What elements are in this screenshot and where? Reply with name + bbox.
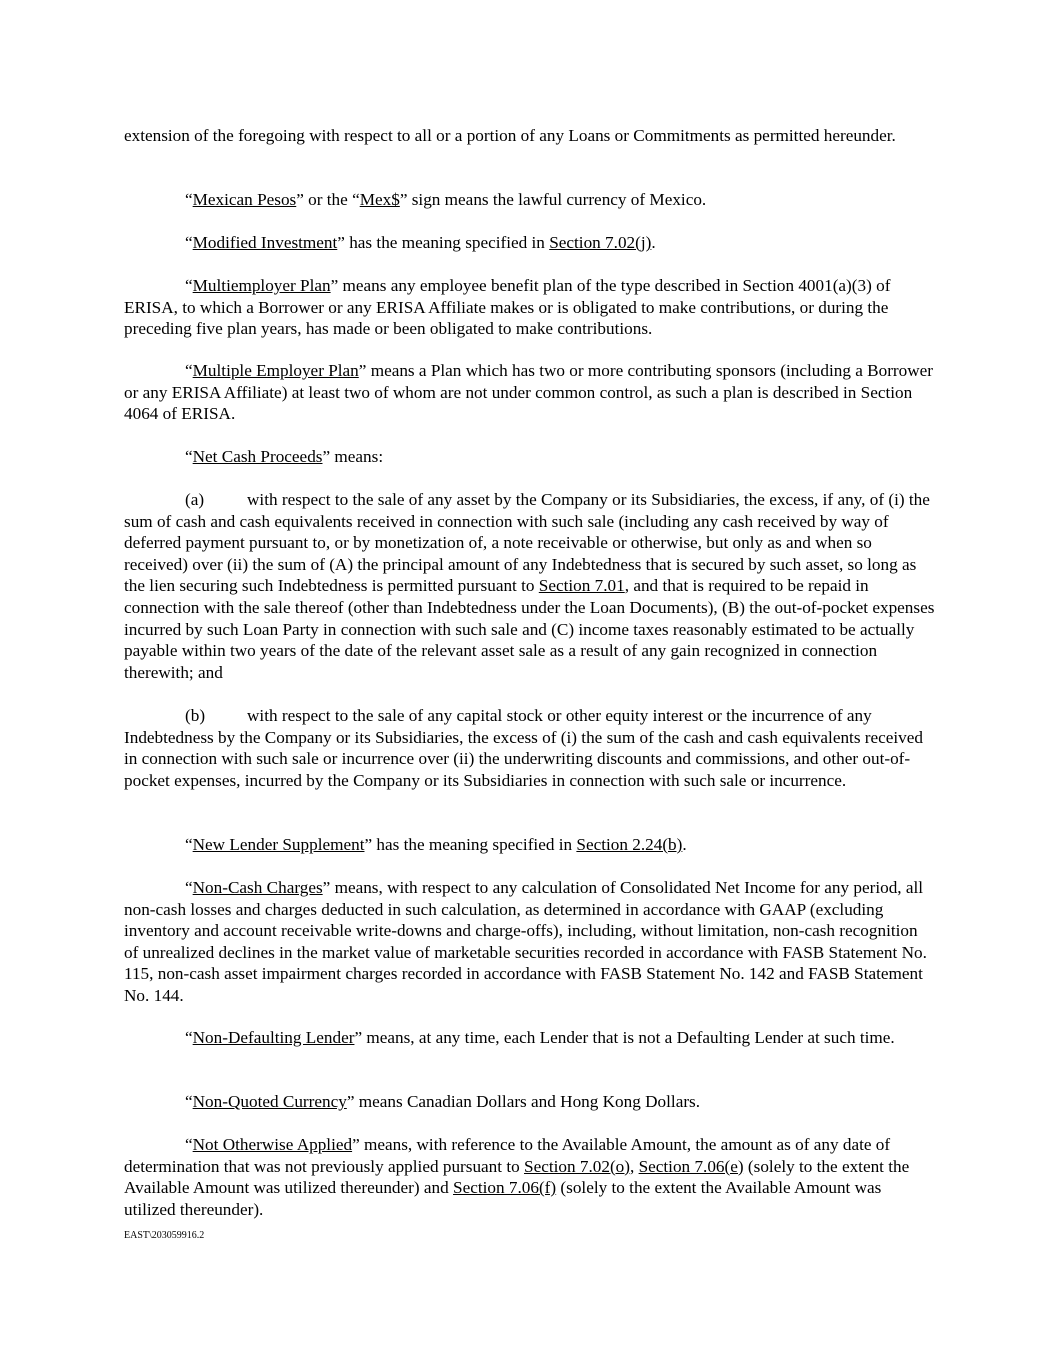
definition-non-quoted-currency: “Non-Quoted Currency” means Canadian Dollars and Hong Kong Dollars. [185,1092,701,1111]
definition-mexican-pesos: “Mexican Pesos” or the “Mex$” sign means the lawful currency of Mexico. [185,190,707,209]
defined-term: Multiple Employer Plan [192,361,359,380]
section-reference: Section 7.06(f) [453,1178,557,1198]
defined-term: Multiemployer Plan [192,276,331,295]
clause-label: (b) [185,706,206,725]
clause-b: (b) with respect to the sale of any capital stock or other equity interest or the incurrence of any Indebtedness by the Company or its Subsidiaries, the excess of (i) the sum of the cash and cash equivalents received in connection with such sale or incurrence over (ii) the underwriting discounts and commissions, and other out-of-pocket expenses, incurred by the Company or its Subsidiaries in connection with such sale or incurrence. [124,706,924,790]
section-reference: Section 7.01 [538,576,625,596]
defined-term: Non-Cash Charges [192,878,323,897]
definition-new-lender-supplement: “New Lender Supplement” has the meaning specified in Section 2.24(b). [185,835,687,854]
section-reference: Section 7.02(o) [524,1156,630,1176]
defined-term: New Lender Supplement [192,835,365,854]
defined-term: Non-Defaulting Lender [192,1028,355,1047]
definition-modified-investment: “Modified Investment” has the meaning specified in Section 7.02(j). [185,233,656,252]
section-reference: Section 7.02(j) [549,233,652,252]
defined-term: Mexican Pesos [192,190,297,209]
clause-label: (a) [185,490,205,509]
definition-non-cash-charges: “Non-Cash Charges” means, with respect to any calculation of Consolidated Net Income for any period, all non-cash losses and charges deducted in such calculation, as determined in accordance with GAAP (excluding inventory and account receivable write-downs and charge-offs), including, without limitation, non-cash recognition of unrealized declines in the market value of marketable securities recorded in accordance with FASB Statement No. 115, non-cash asset impairment charges recorded in accordance with FASB Statement No. 142 and FASB Statement No. 144. [124,878,927,1005]
defined-term: Mex$ [359,190,400,209]
clause-a: (a) with respect to the sale of any asset by the Company or its Subsidiaries, the excess, if any, of (i) the sum of cash and cash equivalents received in connection with such sale (including any cash received by way of deferred payment pursuant to, or by monetization of, a note receivable or otherwise, but only as and when so received) over (ii) the sum of (A) the principal amount of any Indebtedness that is secured by such asset, so long as the lien securing such Indebtedness is permitted pursuant to Section 7.01, and that is required to be repaid in connection with the sale thereof (other than Indebtedness under the Loan Documents), (B) the out-of-pocket expenses incurred by such Loan Party in connection with such sale and (C) income taxes reasonably estimated to be actually payable within two years of the date of the relevant asset sale as a result of any gain recognized in connection therewith; and [124,490,935,682]
definition-non-defaulting-lender: “Non-Defaulting Lender” means, at any time, each Lender that is not a Defaulting Lender at such time. [185,1028,895,1047]
definition-multiple-employer-plan: “Multiple Employer Plan” means a Plan which has two or more contributing sponsors (including a Borrower or any ERISA Affiliate) at least two of whom are not under common control, as such a plan is described in Section 4064 of ERISA. [124,361,934,424]
section-reference: Section 7.06(e) [638,1156,744,1176]
defined-term: Net Cash Proceeds [192,447,323,466]
definition-net-cash-proceeds: “Net Cash Proceeds” means: [185,447,384,466]
defined-term: Not Otherwise Applied [192,1135,353,1154]
definition-multiemployer-plan: “Multiemployer Plan” means any employee benefit plan of the type described in Section 4001(a)(3) of ERISA, to which a Borrower or any ERISA Affiliate makes or is obligated to make contributions, or during the preceding five plan years, has made or been obligated to make contributions. [124,276,891,339]
defined-term: Non-Quoted Currency [192,1092,347,1111]
definition-not-otherwise-applied: “Not Otherwise Applied” means, with reference to the Available Amount, the amount as of any date of determination that was not previously applied pursuant to Section 7.02(o), Section 7.06(e) (solely to the extent the Available Amount was utilized thereunder) and Section 7.06(f) (solely to the extent the Available Amount was utilized thereunder). [124,1135,910,1219]
section-reference: Section 2.24(b) [576,835,683,854]
paragraph-continuation: extension of the foregoing with respect to all or a portion of any Loans or Commitments as permitted hereunder. [124,126,896,145]
defined-term: Modified Investment [192,233,338,252]
document-footer-id: EAST\203059916.2 [124,1230,205,1241]
